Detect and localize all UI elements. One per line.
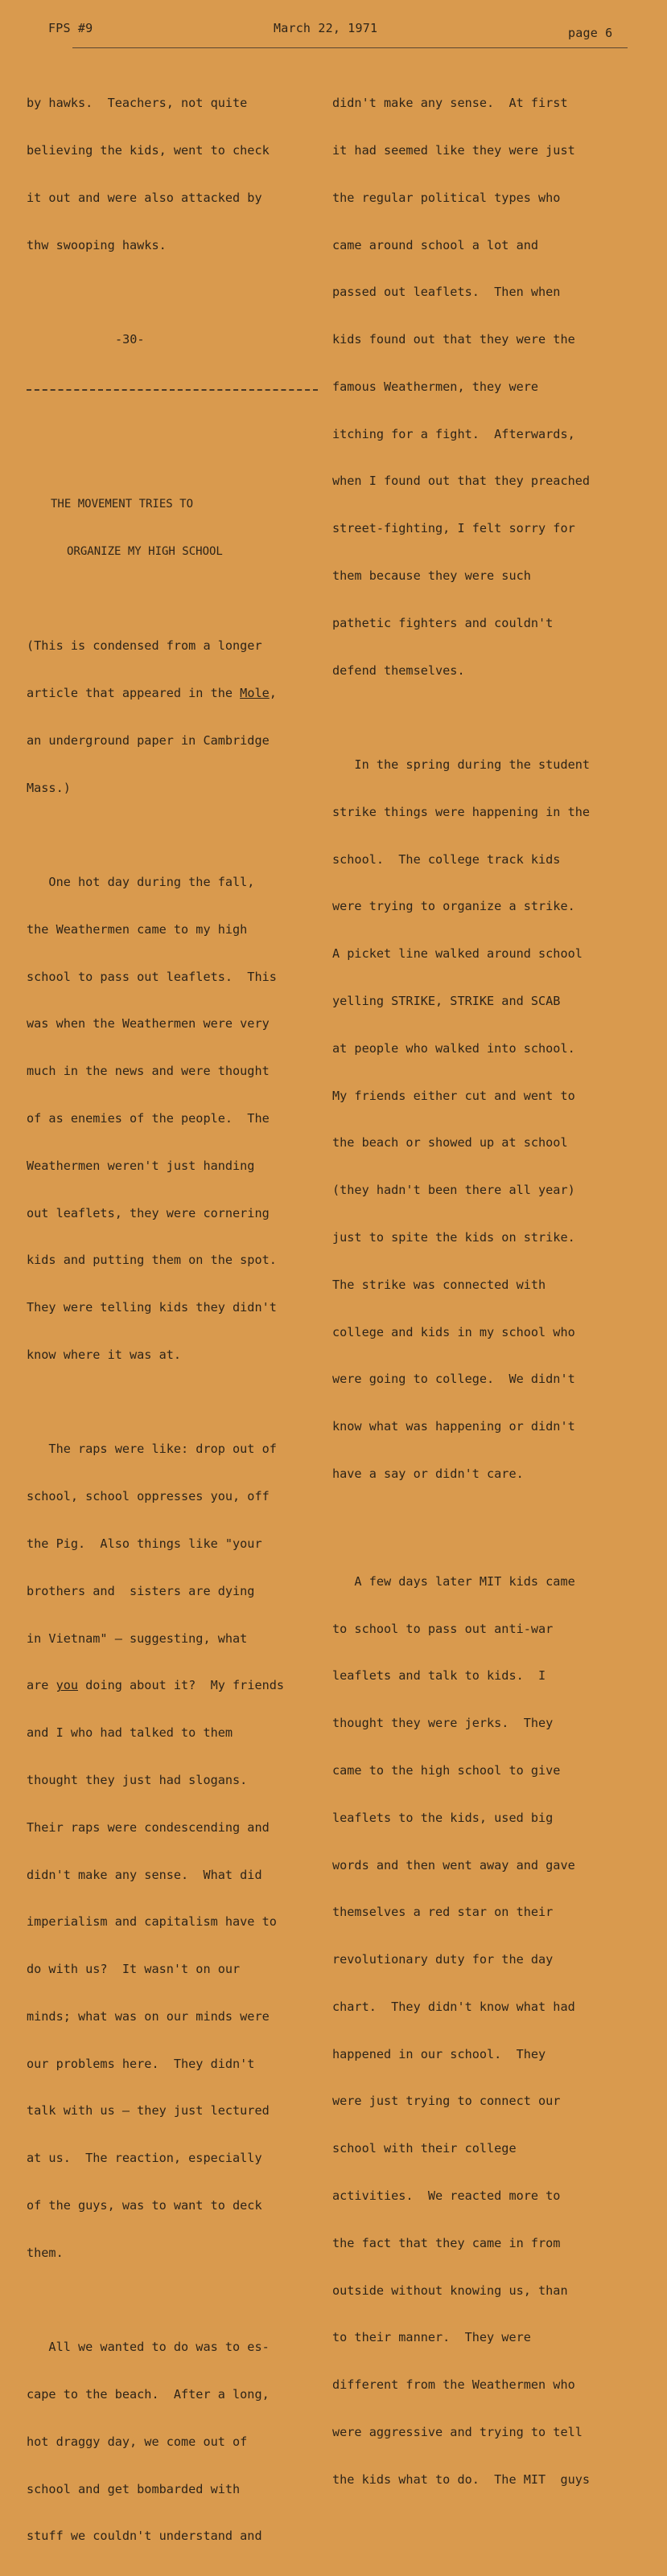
text-line: One hot day during the fall, xyxy=(27,875,255,890)
text-line: it out and were also attacked by xyxy=(27,190,262,205)
text-line: activities. We reacted more to xyxy=(332,2188,561,2203)
text-line: itching for a fight. Afterwards, xyxy=(332,426,575,441)
text-line: street-fighting, I felt sorry for xyxy=(332,521,575,536)
text-line: hot draggy day, we come out of xyxy=(27,2434,248,2449)
text-line: kids and putting them on the spot. xyxy=(27,1253,277,1268)
text-line: when I found out that they preached xyxy=(332,474,591,489)
text-line: cape to the beach. After a long, xyxy=(27,2387,270,2402)
text-line: The raps were like: drop out of xyxy=(27,1442,277,1457)
text-line: out leaflets, they were cornering xyxy=(27,1205,270,1220)
text-line: were going to college. We didn't xyxy=(332,1372,575,1387)
text-line: much in the news and were thought xyxy=(27,1064,270,1079)
text-line: have a say or didn't care. xyxy=(332,1466,524,1481)
text-line: was when the Weathermen were very xyxy=(27,1016,270,1032)
text-line: college and kids in my school who xyxy=(332,1324,575,1339)
text-line: the beach or showed up at school xyxy=(332,1135,568,1151)
text-line: leaflets to the kids, used big xyxy=(332,1810,554,1825)
section-divider xyxy=(27,389,318,407)
text-line: defend themselves. xyxy=(332,662,465,678)
text-line: stuff we couldn't understand and xyxy=(27,2529,262,2544)
text-line: A few days later MIT kids came xyxy=(332,1573,575,1589)
text-line: do with us? It wasn't on our xyxy=(27,1962,241,1977)
text-line: school with their college xyxy=(332,2141,517,2156)
article-title-line-2: ORGANIZE MY HIGH SCHOOL xyxy=(67,544,223,558)
text-line: In the spring during the student xyxy=(332,757,591,773)
text-line: brothers and sisters are dying xyxy=(27,1583,255,1598)
text-line: didn't make any sense. What did xyxy=(27,1867,262,1882)
issue-number: FPS #9 xyxy=(48,21,93,35)
text-line: them. xyxy=(27,2245,64,2260)
text-line: it had seemed like they were just xyxy=(332,142,575,158)
text-line: the regular political types who xyxy=(332,190,561,205)
text-line: the Weathermen came to my high xyxy=(27,921,248,937)
emphasis-you: you xyxy=(56,1678,79,1693)
text-line: chart. They didn't know what had xyxy=(332,1999,575,2014)
text-line: thought they just had slogans. xyxy=(27,1772,248,1787)
text-line: Weathermen weren't just handing xyxy=(27,1158,255,1173)
text-line: thought they were jerks. They xyxy=(332,1716,554,1731)
text-line: were trying to organize a strike. xyxy=(332,899,575,914)
text-line: strike things were happening in the xyxy=(332,804,591,819)
text-line: are you doing about it? My friends xyxy=(27,1678,285,1693)
text-line: of as enemies of the people. The xyxy=(27,1111,270,1126)
right-column xyxy=(332,64,662,2519)
text-line: at us. The reaction, especially xyxy=(27,2151,262,2166)
text-line: (they hadn't been there all year) xyxy=(332,1183,575,1198)
text-line: All we wanted to do was to es- xyxy=(27,2340,270,2355)
header-divider xyxy=(72,47,628,48)
text-line: and I who had talked to them xyxy=(27,1725,233,1741)
text-line: themselves a red star on their xyxy=(332,1905,554,1920)
text-line: My friends either cut and went to xyxy=(332,1088,575,1103)
text-line: them because they were such xyxy=(332,568,531,583)
text-line: passed out leaflets. Then when xyxy=(332,285,561,300)
text-line: article that appeared in the Mole, xyxy=(27,685,277,700)
text-line: They were telling kids they didn't xyxy=(27,1300,277,1315)
text-line: words and then went away and gave xyxy=(332,1857,575,1873)
text-line: pathetic fighters and couldn't xyxy=(332,615,554,630)
text-line: didn't make any sense. At first xyxy=(332,96,568,111)
text-line: minds; what was on our minds were xyxy=(27,2008,270,2024)
text-line: talk with us — they just lectured xyxy=(27,2103,270,2119)
text-line: different from the Weathermen who xyxy=(332,2377,575,2393)
text-line: our problems here. They didn't xyxy=(27,2056,255,2071)
text-line: at people who walked into school. xyxy=(332,1040,575,1056)
text-line: just to spite the kids on strike. xyxy=(332,1229,575,1245)
text-line: revolutionary duty for the day xyxy=(332,1952,554,1967)
text-line: came to the high school to give xyxy=(332,1762,561,1778)
text-line: know where it was at. xyxy=(27,1347,182,1362)
text-line: imperialism and capitalism have to xyxy=(27,1914,277,1930)
page-header xyxy=(0,21,667,45)
text-line: an underground paper in Cambridge xyxy=(27,732,270,748)
text-line: Their raps were condescending and xyxy=(27,1819,270,1835)
publication-name: Mole xyxy=(240,685,270,700)
text-line: (This is condensed from a longer xyxy=(27,638,262,654)
left-column xyxy=(27,64,324,2576)
text-line: famous Weathermen, they were xyxy=(332,379,539,394)
text-line: the Pig. Also things like "your xyxy=(27,1536,262,1552)
text-line: in Vietnam" — suggesting, what xyxy=(27,1631,248,1646)
article-title-line-1: THE MOVEMENT TRIES TO xyxy=(51,497,194,511)
text-line: Mass.) xyxy=(27,780,71,795)
text-line: happened in our school. They xyxy=(332,2046,546,2061)
text-line: know what was happening or didn't xyxy=(332,1419,575,1434)
text-line: the fact that they came in from xyxy=(332,2235,561,2250)
text-line: A picket line walked around school xyxy=(332,946,583,962)
text-line: were aggressive and trying to tell xyxy=(332,2424,583,2439)
text-line: thw swooping hawks. xyxy=(27,237,167,252)
issue-date: March 22, 1971 xyxy=(274,21,378,35)
text-line: kids found out that they were the xyxy=(332,332,575,347)
text-line: the kids what to do. The MIT guys xyxy=(332,2471,591,2487)
text-line: by hawks. Teachers, not quite xyxy=(27,96,248,111)
page-number: page 6 xyxy=(568,26,613,40)
text-line: to their manner. They were xyxy=(332,2330,531,2345)
text-line: yelling STRIKE, STRIKE and SCAB xyxy=(332,994,561,1009)
text-line: outside without knowing us, than xyxy=(332,2283,568,2298)
end-mark: -30- xyxy=(115,332,145,347)
text-line: of the guys, was to want to deck xyxy=(27,2197,262,2213)
text-line: school, school oppresses you, off xyxy=(27,1489,270,1504)
text-line: were just trying to connect our xyxy=(332,2094,561,2109)
text-line: came around school a lot and xyxy=(332,237,539,252)
text-line: to school to pass out anti-war xyxy=(332,1621,554,1636)
text-line: believing the kids, went to check xyxy=(27,142,270,158)
text-line: school. The college track kids xyxy=(332,851,561,867)
text-line: The strike was connected with xyxy=(332,1277,546,1292)
text-line: school and get bombarded with xyxy=(27,2481,241,2496)
text-line: school to pass out leaflets. This xyxy=(27,969,277,984)
text-line: leaflets and talk to kids. I xyxy=(332,1668,546,1684)
